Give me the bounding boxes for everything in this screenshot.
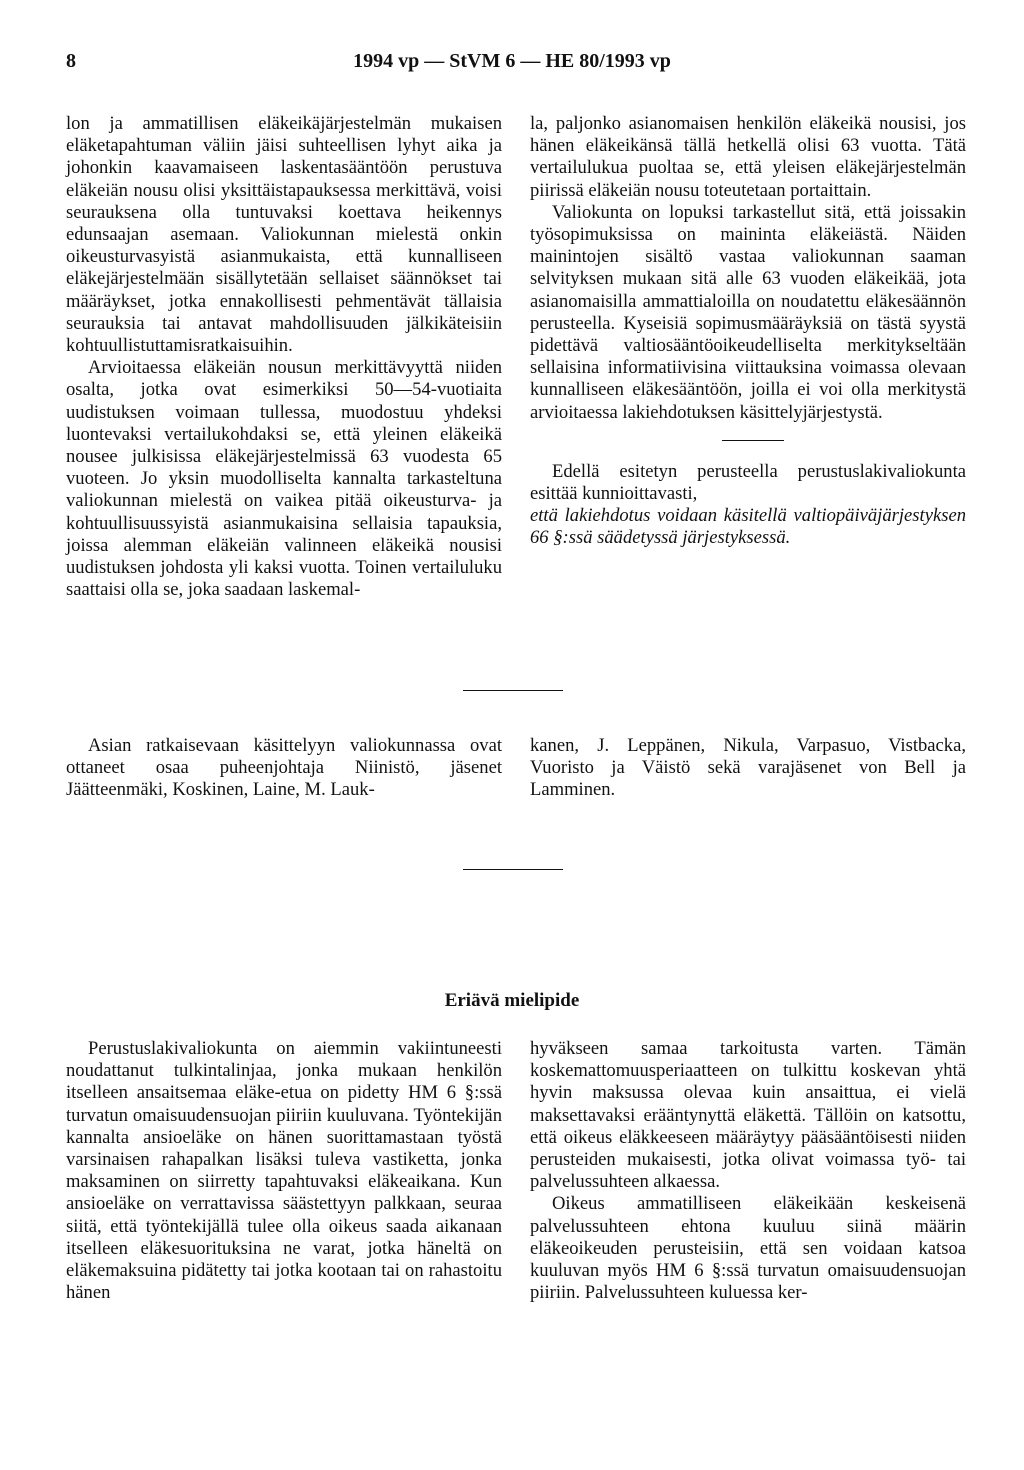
paragraph: lon ja ammatillisen eläkeikäjärjestelmän mukaisen eläketapahtuman väliin jäisi suhteellisen lyhyt aika ja johonkin kaavamaiseen laskentasääntöön perustuva eläkeiän nousu olisi yksittäistapauksessa merkittävä, voisi seurauksena olla tuntuvaksi koettava heikennys edunsaajan asemaan. Valiokunnan mielestä onkin oikeusturvasyistä asianmukaista, että kunnalliseen eläkejärjestelmään sisällytetään sellaiset säännökset tai määräykset, jotka ennakollisesti pehmentävät tällaisia seurauksia tai antavat mahdollisuuden jälkikäteisiin kohtuullistuttamisratkaisuihin. [66, 113, 502, 357]
paragraph: la, paljonko asianomaisen henkilön eläkeikä nousisi, jos hänen eläkeikänsä tällä hetkellä olisi 63 vuotta. Tätä vertailulukua puoltaa se, että yleisen eläkejärjestelmän piirissä eläkeiän nousu toteutetaan portaittain. [530, 113, 966, 201]
divider [722, 440, 784, 441]
page-number: 8 [66, 50, 76, 72]
participants-right [530, 735, 966, 802]
dissent-heading: Eriävä mielipide [444, 990, 580, 1011]
proposal-text: Edellä esitetyn perusteella perustuslakivaliokunta esittää kunnioittavasti, [530, 460, 966, 505]
column-left-top [66, 113, 502, 601]
column-right-bottom [530, 1038, 966, 1304]
paragraph: Perustuslakivaliokunta on aiemmin vakiintuneesti noudattanut tulkintalinjaa, jonka mukaan henkilön itselleen ansaitsemaa eläke-etua on pidetty HM 6 §:ssä turvatun omaisuudensuojan piiriin kuuluvana. Työntekijän kannalta ansioeläke on hänen suorittamastaan työstä varsinaisen rahapalkan lisäksi tuleva vastiketta, jonka maksaminen on siirretty tapahtuvaksi eläkeaikana. Kun ansioeläke on verrattavissa säästettyyn palkkaan, seuraa siitä, että työntekijällä tulee olla oikeus saada aikanaan itselleen eläkesuorituksina ne varat, jotka häneltä on eläkemaksuina pidätetty tai jotka kootaan tai on rahastoitu hänen [66, 1038, 502, 1304]
column-left-bottom [66, 1038, 502, 1304]
participants-left [66, 735, 502, 802]
paragraph: Arvioitaessa eläkeiän nousun merkittävyyttä niiden osalta, jotka ovat esimerkiksi 50—54-vuotiaita uudistuksen voimaan tullessa, muodostuu yhdeksi luontevaksi vertailukohdaksi se, että yleinen eläkeikä nousee julkisissa eläkejärjestelmissä 63 vuodesta 65 vuoteen. Jo yksin muodolliselta kannalta tarkasteltuna valiokunnan mielestä on vaikea pitää oikeusturva- ja kohtuullisuussyistä asianmukaisina sellaisia tapauksia, joissa alemman eläkeiän valinneen eläkeikä nousisi uudistuksen johdosta yli kaksi vuotta. Toinen vertailuluku saattaisi olla se, joka saadaan laskemal- [66, 357, 502, 601]
divider [463, 690, 563, 691]
participants-text: Asian ratkaisevaan käsittelyyn valiokunnassa ovat ottaneet osaa puheenjohtaja Niinistö, jäsenet Jäätteenmäki, Koskinen, Laine, M. Lauk- [66, 735, 502, 801]
running-header: 1994 vp — StVM 6 — HE 80/1993 vp [353, 50, 671, 72]
participants-text: kanen, J. Leppänen, Nikula, Varpasuo, Vistbacka, Vuoristo ja Väistö sekä varajäsenet von Bell ja Lamminen. [530, 735, 966, 801]
resolution-text: että lakiehdotus voidaan käsitellä valtiopäiväjärjestyksen 66 §:ssä säädetyssä järjestyksessä. [530, 505, 966, 549]
paragraph: Valiokunta on lopuksi tarkastellut sitä, että joissakin työsopimuksissa on maininta eläkeiästä. Näiden mainintojen sisältö vastaa valiokunnan saaman selvityksen mukaan sitä alle 63 vuoden eläkeikää, jota asianomaisilla ammattialoilla on noudatettu eläkesäännön perusteella. Kyseisiä sopimusmääräyksiä on tästä syystä pidettävä valtiosääntöoikeudelliselta merkitykseltään sellaisina informatiivisina viittauksina voimassa olevaan kunnalliseen eläkesääntöön, joilla ei voi olla merkitystä arvioitaessa lakiehdotuksen käsittelyjärjestystä. [530, 201, 966, 423]
column-right-top [530, 113, 966, 550]
paragraph: hyväkseen samaa tarkoitusta varten. Tämän koskemattomuusperiaatteen on tulkittu koskevan yhtä hyvin maksussa olevaa kuin ansaittua, ei vielä maksettavaksi erääntynyttä eläkettä. Tällöin on katsottu, että oikeus eläkkeeseen määräytyy pääsääntöisesti niiden perusteiden mukaisesti, jotka olivat voimassa työ- tai palvelussuhteen alkaessa. [530, 1038, 966, 1193]
divider [463, 869, 563, 870]
paragraph: Oikeus ammatilliseen eläkeikään keskeisenä palvelussuhteen ehtona kuuluu siinä määrin eläkeoikeuden perusteisiin, että sen voidaan katsoa kuuluvan myös HM 6 §:ssä turvatun omaisuudensuojan piiriin. Palvelussuhteen kuluessa ker- [530, 1193, 966, 1304]
